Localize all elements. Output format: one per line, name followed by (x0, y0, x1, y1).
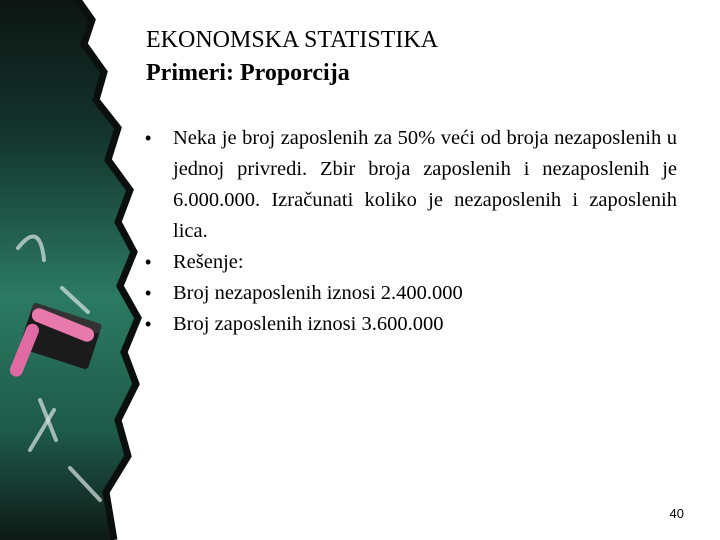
list-item (145, 123, 677, 247)
list-item (145, 309, 677, 340)
list-item (145, 278, 677, 309)
bullet-text: Broj zaposlenih iznosi 3.600.000 (173, 313, 444, 335)
page-number: 40 (669, 506, 684, 521)
bullet-glyph: • (145, 252, 152, 272)
bullet-glyph: • (145, 283, 152, 303)
title-block (146, 24, 686, 90)
bullet-text: Neka je broj zaposlenih za 50% veći od broja nezaposlenih u jednoj privredi. Zbir broja zaposlenih i nezaposlenih je 6.000.000. Izračunati koliko je nezaposlenih i zaposlenih lica. (173, 127, 677, 242)
bullet-text: Broj nezaposlenih iznosi 2.400.000 (173, 282, 463, 304)
bullet-text: Rešenje: (173, 251, 244, 273)
bullet-glyph: • (145, 314, 152, 334)
slide-title: EKONOMSKA STATISTIKA (146, 27, 439, 53)
board-surface (0, 0, 138, 540)
list-item (145, 247, 677, 278)
bullet-glyph: • (145, 128, 152, 148)
bullet-list (145, 123, 677, 340)
slide-subtitle: Primeri: Proporcija (146, 60, 350, 86)
chalkboard-decoration (0, 0, 150, 540)
